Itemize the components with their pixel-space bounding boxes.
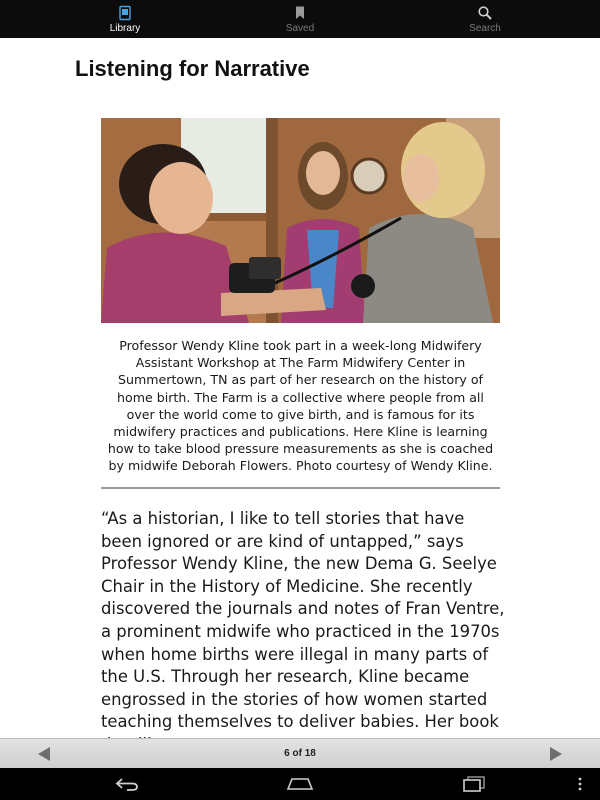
article-title: Listening for Narrative — [75, 56, 310, 81]
article-body: “As a historian, I like to tell stories that have been ignored or are kind of untapped,” says Professor Wendy Kline, the new Dema G. Seelye Chair in the History of Medicine. She recently discovered the journals and notes of Fran Ventre, a prominent midwife who practiced in the 1970s when home births were illegal in many parts of the U.S. Through her research, Kline became engrossed in the stories of how women started teaching themselves to deliver babies. Her book — [101, 509, 505, 732]
home-icon — [286, 778, 314, 790]
back-button[interactable] — [105, 768, 149, 800]
tab-search[interactable] — [455, 0, 515, 38]
overflow-menu-button[interactable] — [570, 768, 590, 800]
arrow-left-icon — [37, 746, 51, 762]
article-photo — [101, 118, 500, 323]
page-indicator: 6 of 18 — [284, 748, 316, 759]
recent-apps-button[interactable] — [452, 768, 496, 800]
search-icon — [478, 5, 492, 21]
tab-library-label: Library — [109, 22, 141, 34]
back-icon — [114, 777, 140, 791]
top-tab-bar — [0, 0, 600, 38]
system-nav-bar — [0, 768, 600, 800]
arrow-right-icon — [549, 746, 563, 762]
page-nav-bar — [0, 738, 600, 769]
book-icon — [119, 5, 131, 21]
bookmark-icon — [295, 5, 305, 21]
next-page-button[interactable] — [536, 739, 576, 769]
previous-page-button[interactable] — [24, 739, 64, 769]
divider — [101, 487, 500, 489]
tab-search-label: Search — [469, 22, 501, 34]
tab-library[interactable] — [98, 0, 152, 38]
tab-saved-label: Saved — [285, 22, 315, 34]
home-button[interactable] — [278, 768, 322, 800]
dots-vertical-icon — [578, 777, 582, 791]
photo-caption: Professor Wendy Kline took part in a week-long Midwifery Assistant Workshop at The Farm Midwifery Center in Summertown, TN as part of her research on the history of home birth. The Farm is a collective where people from all over the world come to give birth, and is famous for its midwifery practices and publications. Here Kline is learning how to take blood pressure measurements as she is coached by midwife Deborah Flowers. Photo courtesy of Wendy Kline. — [107, 338, 494, 474]
recent-apps-icon — [462, 776, 486, 792]
tab-saved[interactable] — [272, 0, 328, 38]
